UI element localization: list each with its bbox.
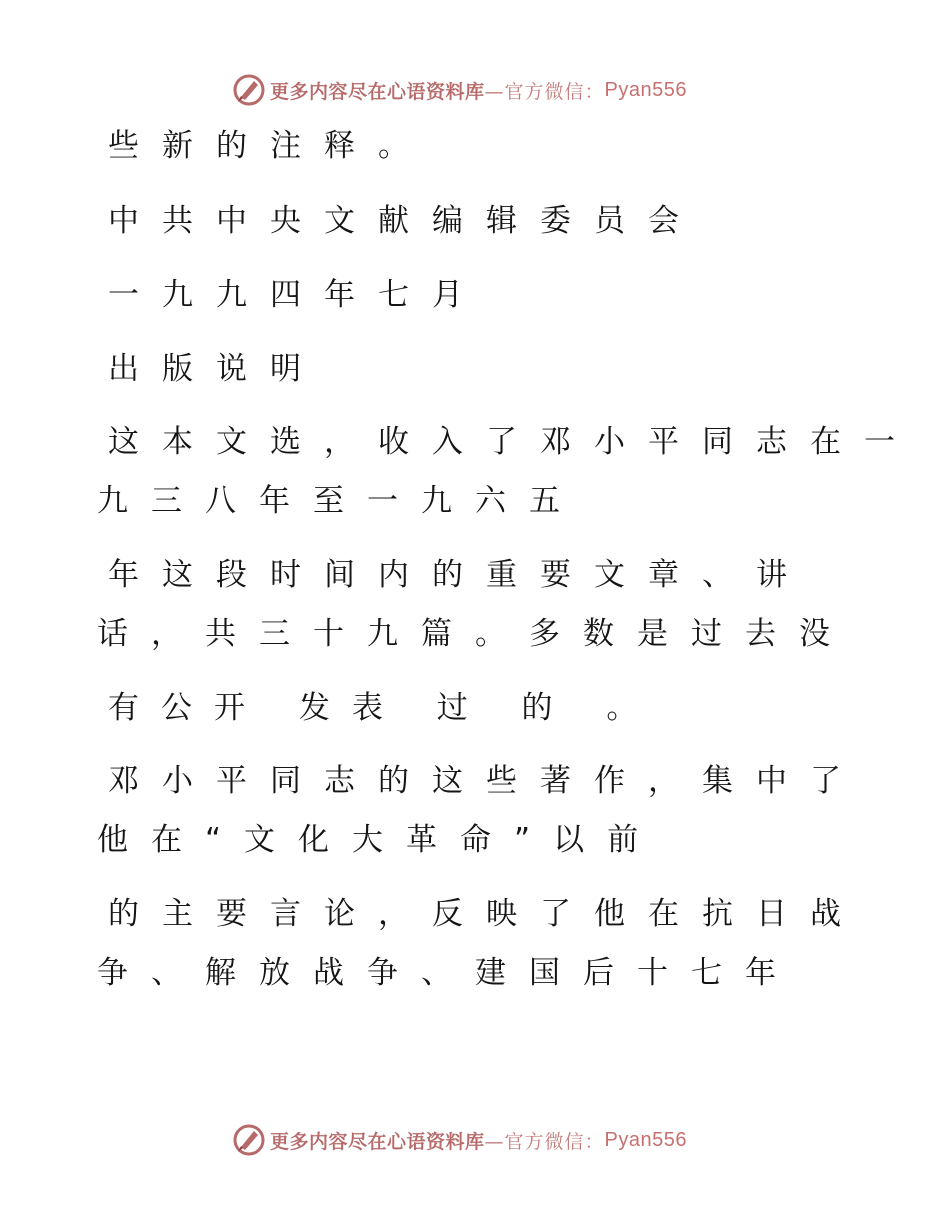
watermark-main-text: 更多内容尽在心语资料库 (270, 1130, 485, 1153)
watermark-dash-text: —官方微信： (484, 1130, 605, 1153)
text-line: 这本文选，收入了邓小平同志在一 (108, 424, 918, 460)
text-line: 年这段时间内的重要文章、讲 (108, 557, 810, 593)
text-line: 的主要言论，反映了他在抗日战 (108, 896, 864, 932)
pen-logo-icon (232, 73, 266, 107)
section-heading: 出版说明 (108, 351, 324, 387)
header-watermark (232, 72, 687, 108)
text-line: 邓小平同志的这些著作，集中了 (108, 763, 864, 799)
text-line: 些新的注释。 (108, 128, 432, 164)
text-line: 他在“文化大革命”以前 (97, 822, 662, 858)
text-line: 话，共三十九篇。多数是过去没 (97, 616, 853, 652)
footer-watermark (232, 1122, 687, 1158)
watermark-dash-text: —官方微信： (484, 80, 605, 103)
text-line: 中共中央文献编辑委员会 (108, 203, 702, 239)
text-line: 有公开 发表 过 的 。 (108, 690, 660, 726)
pen-logo-icon (232, 1123, 266, 1157)
watermark-wechat-id: Pyan556 (604, 1128, 687, 1151)
text-line: 争、解放战争、建国后十七年 (97, 955, 799, 991)
watermark-main-text: 更多内容尽在心语资料库 (270, 80, 485, 103)
text-line: 一九九四年七月 (108, 277, 486, 313)
watermark-wechat-id: Pyan556 (604, 78, 687, 101)
text-line: 九三八年至一九六五 (97, 483, 583, 519)
